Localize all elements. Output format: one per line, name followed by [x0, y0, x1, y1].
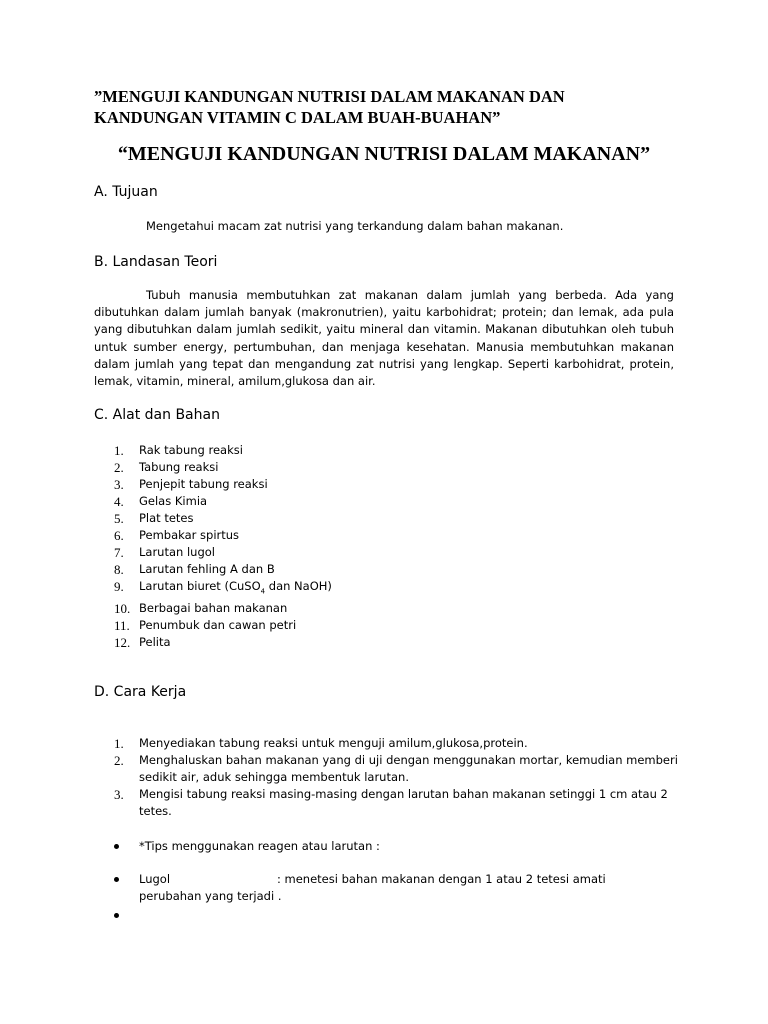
item-text: Pelita: [139, 635, 171, 650]
item-number: 9.: [114, 579, 124, 594]
alat-bahan-list: [114, 442, 332, 651]
item-number: 4.: [114, 494, 124, 509]
reagent-description: : menetesi bahan makanan dengan 1 atau 2 tetesi amati: [277, 872, 606, 886]
list-item: [114, 527, 332, 544]
list-item: [114, 617, 332, 634]
list-item: [114, 544, 332, 561]
list-item: [114, 578, 332, 600]
bullet-dot: [114, 913, 119, 918]
theory-line: dibutuhkan dalam jumlah banyak (makronutrien), yaitu karbohidrat; protein; dan lemak, ada pula: [94, 305, 674, 320]
landasan-teori-paragraph: [94, 287, 674, 390]
item-text: Tabung reaksi: [139, 460, 219, 474]
item-number: 3.: [114, 477, 124, 492]
step-number: 3.: [114, 787, 124, 802]
theory-line: lemak, vitamin, mineral, amilum,glukosa dan air.: [94, 373, 376, 388]
subscript: 4: [260, 587, 266, 596]
item-number: 5.: [114, 511, 124, 526]
item-text: Penumbuk dan cawan petri: [139, 618, 297, 633]
reagent-description-cont: perubahan yang terjadi .: [139, 889, 282, 903]
item-text: Larutan lugol: [139, 545, 215, 559]
item-number: 6.: [114, 528, 124, 543]
document-title: [94, 86, 694, 128]
step-text: Menghaluskan bahan makanan yang di uji dengan menggunakan mortar, kemudian memberi sedikit air, aduk sehingga membentuk larutan.: [139, 753, 678, 784]
item-number: 1.: [114, 443, 124, 458]
step-number: 1.: [114, 736, 124, 751]
tujuan-text: Mengetahui macam zat nutrisi yang terkandung dalam bahan makanan.: [146, 219, 564, 233]
item-text: Rak tabung reaksi: [139, 443, 243, 457]
item-number: 10.: [114, 601, 131, 617]
item-number: 12.: [114, 635, 131, 651]
theory-line: dalam jumlah yang tepat dan mengandung zat nutrisi yang lengkap. Seperti karbohidrat, protein,: [94, 356, 674, 371]
section-title: “MENGUJI KANDUNGAN NUTRISI DALAM MAKANAN”: [117, 143, 651, 165]
step-text: Menyediakan tabung reaksi untuk menguji amilum,glukosa,protein.: [139, 736, 528, 750]
item-text: Larutan fehling A dan B: [139, 562, 275, 576]
heading-cara-kerja: D. Cara Kerja: [94, 684, 187, 700]
lugol-text: [139, 871, 606, 905]
cara-kerja-list: [114, 735, 684, 820]
theory-line: yang dibutuhkan dalam jumlah sedikit, yaitu mineral dan vitamin. Makanan dibutuhkan oleh tubuh: [94, 322, 674, 337]
item-number: 7.: [114, 545, 124, 560]
step-number: 2.: [114, 753, 124, 768]
list-item: [114, 600, 332, 617]
list-item: [114, 510, 332, 527]
item-text-part: Larutan biuret (CuSO: [139, 579, 261, 593]
item-number: 8.: [114, 562, 124, 577]
item-number: 11.: [114, 618, 130, 634]
title-line-1: ”MENGUJI KANDUNGAN NUTRISI DALAM MAKANAN DAN: [94, 87, 565, 106]
theory-line: Tubuh manusia membutuhkan zat makanan dalam jumlah yang berbeda. Ada yang: [146, 288, 674, 302]
list-item: [114, 634, 332, 651]
heading-alat-bahan: C. Alat dan Bahan: [94, 407, 220, 423]
list-item: [114, 561, 332, 578]
heading-landasan-teori: B. Landasan Teori: [94, 254, 218, 270]
item-text: Plat tetes: [139, 511, 194, 525]
theory-line: untuk sumber energy, pertumbuhan, dan menjaga kesehatan. Manusia membutuhkan makanan: [94, 339, 674, 354]
bullet-dot: [114, 877, 119, 882]
step-text: Mengisi tabung reaksi masing-masing dengan larutan bahan makanan setinggi 1 cm atau 2 tetes.: [139, 787, 668, 818]
step-item: [114, 752, 684, 786]
item-text: Berbagai bahan makanan: [139, 601, 288, 616]
item-text: [114, 578, 332, 600]
step-item: [114, 735, 684, 752]
tips-text: *Tips menggunakan reagen atau larutan :: [139, 839, 380, 853]
list-item: [114, 493, 332, 510]
item-text: Penjepit tabung reaksi: [139, 477, 268, 491]
list-item: [114, 476, 332, 493]
bullet-dot: [114, 844, 119, 849]
reagent-name: Lugol: [139, 872, 171, 886]
heading-tujuan: A. Tujuan: [94, 184, 158, 200]
title-line-2: KANDUNGAN VITAMIN C DALAM BUAH-BUAHAN”: [94, 108, 501, 127]
list-item: [114, 442, 332, 459]
item-text: Pembakar spirtus: [139, 528, 240, 542]
item-number: 2.: [114, 460, 124, 475]
item-text-part: dan NaOH): [265, 579, 332, 593]
item-text: Gelas Kimia: [139, 494, 208, 508]
list-item: [114, 459, 332, 476]
step-item: [114, 786, 684, 820]
